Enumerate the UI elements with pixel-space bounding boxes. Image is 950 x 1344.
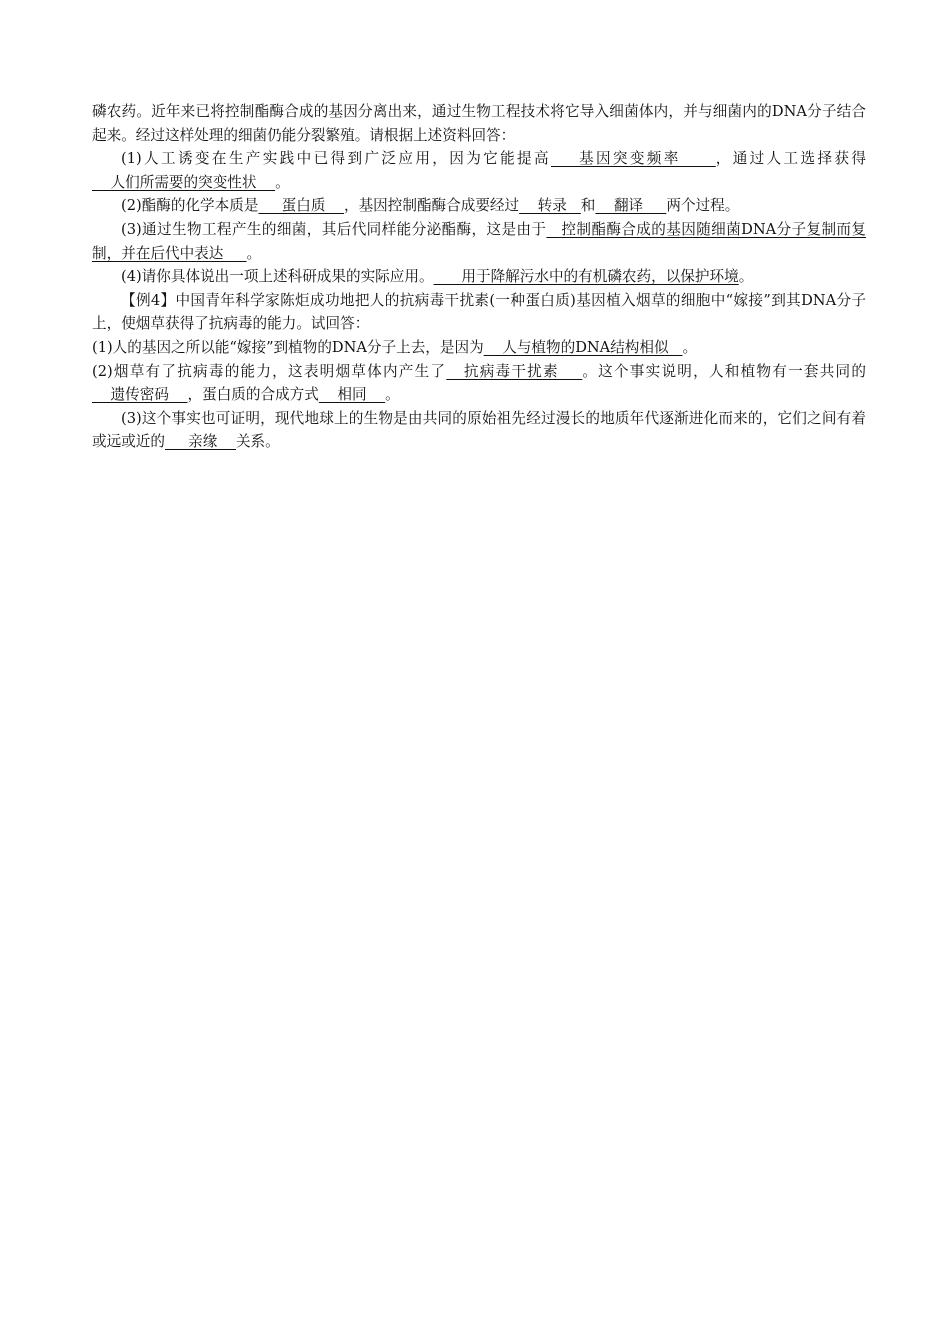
question-2-text-c: 和 xyxy=(580,197,596,215)
question-3-answer-a: 控制酯酶合成的基因随细菌DNA分子复制而复制，并在后代中表达 xyxy=(92,220,866,262)
example-question-3-answer-a: 亲缘 xyxy=(164,433,236,451)
question-2-answer-c: 翻译 xyxy=(595,197,667,215)
question-1-text-c: 。 xyxy=(275,173,290,191)
question-4-text-b: 。 xyxy=(738,268,754,286)
question-2 xyxy=(92,194,866,218)
example-question-2-text-d: 。 xyxy=(385,386,400,404)
example-question-2-answer-b: 遗传密码 xyxy=(92,386,188,404)
question-4-answer-a: 用于降解污水中的有机磷农药，以保护环境 xyxy=(433,268,739,286)
example-question-3 xyxy=(92,407,866,454)
intro-paragraph xyxy=(92,100,866,147)
example-question-3-text-b: 关系。 xyxy=(235,433,280,451)
question-2-text-b: ，基因控制酯酶合成要经过 xyxy=(343,197,520,215)
example-question-1-text-a: (1)人的基因之所以能“嫁接”到植物的DNA分子上去，是因为 xyxy=(92,338,484,356)
example-4-intro xyxy=(92,289,866,336)
intro-text: 磷农药。近年来已将控制酯酶合成的基因分离出来，通过生物工程技术将它导入细菌体内，并与细菌内的DNA分子结合起来。经过这样处理的细菌仍能分裂繁殖。请根据上述资料回答： xyxy=(92,103,866,144)
question-1-text-a: (1)人工诱变在生产实践中已得到广泛应用，因为它能提高 xyxy=(121,150,551,168)
example-question-2-text-a: (2)烟草有了抗病毒的能力，这表明烟草体内产生了 xyxy=(92,362,447,380)
question-1-text-b: ，通过人工选择获得 xyxy=(715,150,866,168)
example-question-1-answer-a: 人与植物的DNA结构相似 xyxy=(483,338,683,356)
question-1-answer-a: 基因突变频率 xyxy=(550,150,716,168)
example-question-2 xyxy=(92,360,866,407)
question-3 xyxy=(92,218,866,265)
example-4-text: 【例4】中国青年科学家陈炬成功地把人的抗病毒干扰素(一种蛋白质)基因植入烟草的细胞中“嫁接”到其DNA分子上，使烟草获得了抗病毒的能力。试回答： xyxy=(92,291,866,333)
question-2-answer-b: 转录 xyxy=(519,197,581,215)
document-page xyxy=(92,100,866,454)
example-question-1-text-b: 。 xyxy=(682,338,698,356)
question-2-text-a: (2)酯酶的化学本质是 xyxy=(121,197,259,215)
question-1 xyxy=(92,147,866,194)
question-3-text-a: (3)通过生物工程产生的细菌，其后代同样能分泌酯酶，这是由于 xyxy=(121,220,547,238)
example-question-3-text-a: (3)这个事实也可证明，现代地球上的生物是由共同的原始祖先经过漫长的地质年代逐渐进化而来的，它们之间有着或远或近的 xyxy=(92,409,866,451)
question-2-text-d: 两个过程。 xyxy=(666,197,740,215)
question-4-text-a: (4)请你具体说出一项上述科研成果的实际应用。 xyxy=(121,268,434,286)
example-question-2-answer-a: 抗病毒干扰素 xyxy=(446,362,583,380)
example-question-1 xyxy=(92,336,866,360)
question-4 xyxy=(92,265,866,289)
example-question-2-answer-c: 相同 xyxy=(318,386,386,404)
question-2-answer-a: 蛋白质 xyxy=(258,197,344,215)
example-question-2-text-c: ，蛋白质的合成方式 xyxy=(187,386,319,404)
question-3-text-b: 。 xyxy=(246,244,262,262)
example-question-2-text-b: 。这个事实说明，人和植物有一套共同的 xyxy=(582,362,866,380)
question-1-answer-b: 人们所需要的突变性状 xyxy=(92,173,276,191)
